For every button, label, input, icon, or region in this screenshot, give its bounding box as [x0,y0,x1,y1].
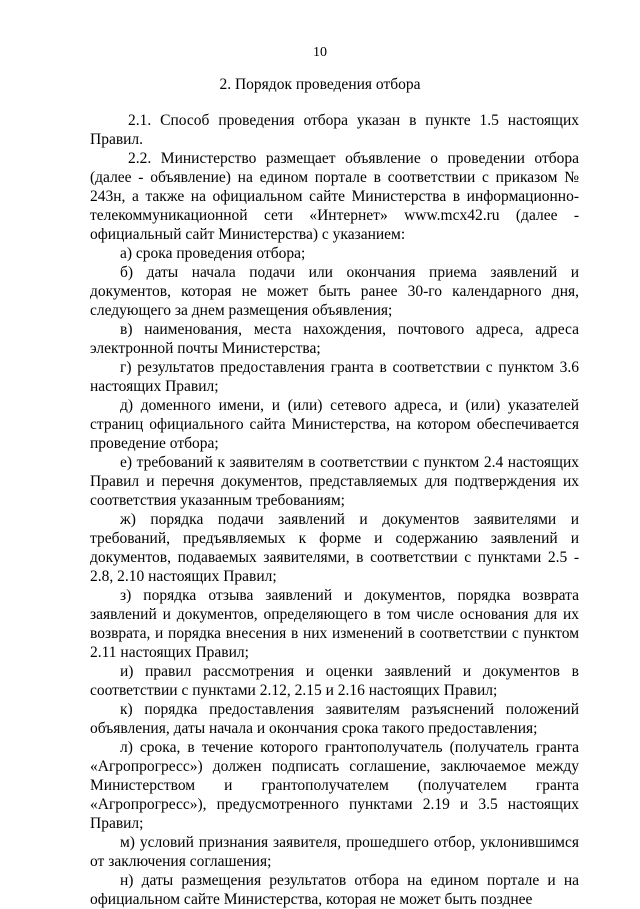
list-item-zh: ж) порядка подачи заявлений и документов заявителями и требований, предъявляемых к форме и содержанию заявлений и документов, подаваемых заявителями, в соответствии с пунктами 2.5 - 2.8, 2.10 настоящих Правил; [90,511,579,585]
list-item-b: б) даты начала подачи или окончания приема заявлений и документов, которая не может быть ранее 30-го календарного дня, следующего за днем размещения объявления; [90,264,579,319]
paragraph-2-1: 2.1. Способ проведения отбора указан в пункте 1.5 настоящих Правил. [90,112,579,148]
list-item-d: д) доменного имени, и (или) сетевого адреса, и (или) указателей страниц официального сайта Министерства, на котором обеспечивается проведение отбора; [90,397,579,452]
list-item-e: е) требований к заявителям в соответствии с пунктом 2.4 настоящих Правил и перечня документов, представляемых для подтверждения их соответствия указанным требованиям; [90,454,579,509]
paragraph-2-2: 2.2. Министерство размещает объявление о проведении отбора (далее - объявление) на едином портале в соответствии с приказом № 243н, а также на официальном сайте Министерства в информационно-телекоммуникационной сети «Интернет» www.mcx42.ru (далее - официальный сайт Министерства) с указанием: [90,150,579,243]
list-item-k: к) порядка предоставления заявителям разъяснений положений объявления, даты начала и окончания срока такого предоставления; [90,701,579,737]
list-item-z: з) порядка отзыва заявлений и документов, порядка возврата заявлений и документов, определяющего в том числе основания для их возврата, и порядка внесения в них изменений в соответствии с пунктом 2.11 настоящих Правил; [90,587,579,661]
list-item-n: н) даты размещения результатов отбора на едином портале и на официальном сайте Министерства, которая не может быть позднее [90,872,579,908]
body-text [90,111,579,909]
list-item-a: а) срока проведения отбора; [120,245,306,262]
list-item-l: л) срока, в течение которого грантополучатель (получатель гранта «Агропрогресс») должен подписать соглашение, заключаемое между Министерством и грантополучателем (получателем гранта «Агропрогресс»), предусмотренного пунктами 2.19 и 3.5 настоящих Правил; [90,739,579,832]
list-item-i: и) правил рассмотрения и оценки заявлений и документов в соответствии с пунктами 2.12, 2.15 и 2.16 настоящих Правил; [90,663,579,699]
list-item-g: г) результатов предоставления гранта в соответствии с пунктом 3.6 настоящих Правил; [90,359,579,395]
section-title: 2. Порядок проведения отбора [219,76,421,93]
list-item-m: м) условий признания заявителя, прошедшего отбор, уклонившимся от заключения соглашения; [90,834,579,870]
page-number: 10 [313,45,327,60]
list-item-v: в) наименования, места нахождения, почтового адреса, адреса электронной почты Министерства; [90,321,579,357]
